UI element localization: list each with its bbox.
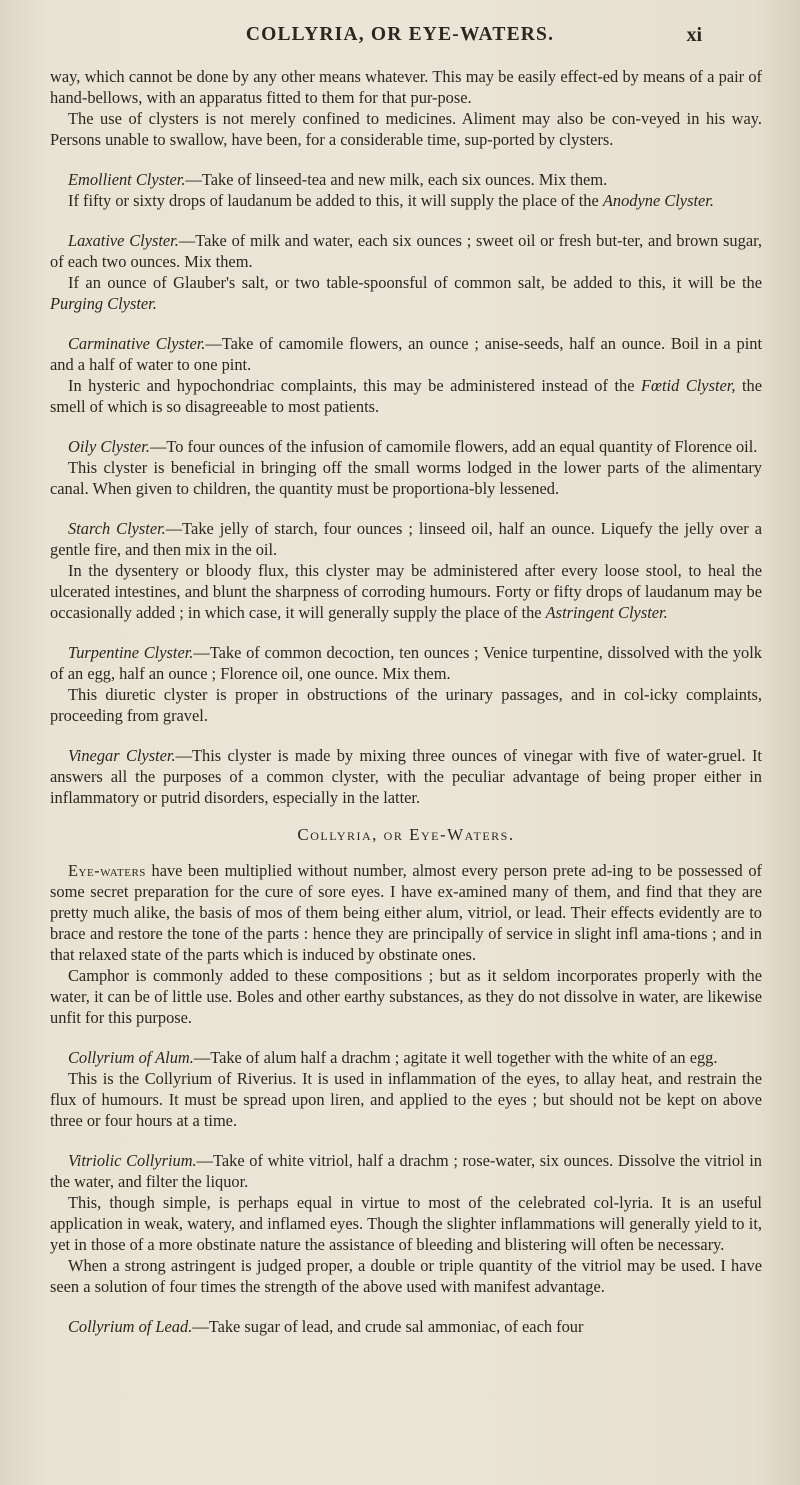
recipe-text: —Take of milk and water, each six ounces ; sweet oil or fresh but-ter, and brown sugar, of each two ounces. Mix them. [50, 231, 762, 271]
recipe-text: —Take of white vitriol, half a drachm ; rose-water, six ounces. Dissolve the vitriol in the water, and filter the liquor. [50, 1151, 762, 1191]
recipe-note: This, though simple, is perhaps equal in virtue to most of the celebrated col-lyria. It is an useful application in weak, watery, and inflamed eyes. Though the slighter inflammations will generally yield to it, yet in those of a more obstinate nature the assistance of bleeding and blistering will often be necessary. [50, 1193, 762, 1254]
recipe-note-tail: the smell of which is so disagreeable to most patients. [50, 376, 763, 416]
recipe-note: If fifty or sixty drops of laudanum be added to this, it will supply the place of the [68, 191, 603, 210]
recipe-note: This is the Collyrium of Riverius. It is used in inflammation of the eyes, to allay heat, and restrain the flux of humours. It must be spread upon liren, and applied to the eyes ; but should not be kept on above three or four hours at a time. [50, 1069, 762, 1130]
recipe-text: —This clyster is made by mixing three ounces of vinegar with five of water-gruel. It answers all the purposes of a common clyster, with the peculiar advantage of being proper either in inflammatory or putrid disorders, especially in the latter. [50, 746, 762, 807]
recipe-collyrium-alum [50, 1047, 762, 1131]
recipe-emollient-clyster [50, 169, 762, 211]
recipe-vinegar-clyster [50, 745, 762, 808]
recipe-note-emphasis: Astringent Clyster. [545, 603, 668, 622]
collyria-intro-text: have been multiplied without number, almost every person prete ad-ing to be possessed of some secret preparation for the cure of sore eyes. I have ex-amined many of them, and find that they are pretty much alike, the basis of mos of them being either alum, vitriol, or lead. Their effects evidently are to brace and restore the tone of the parts : hence they are principally of service in slight infl ama-tions ; and in that relaxed state of the parts which is induced by obstinate ones. [50, 861, 762, 964]
recipe-note: In hysteric and hypochondriac complaints, this may be administered instead of the [68, 376, 642, 395]
recipe-note-emphasis: Purging Clyster. [50, 294, 157, 313]
recipe-title: Laxative Clyster. [68, 231, 179, 250]
recipe-title: Vinegar Clyster. [68, 746, 176, 765]
running-title: COLLYRIA, OR EYE-WATERS. [245, 24, 555, 45]
recipe-collyrium-lead [50, 1316, 762, 1337]
recipe-text: —Take sugar of lead, and crude sal ammoniac, of each four [192, 1317, 584, 1336]
camphor-paragraph: Camphor is commonly added to these compositions ; but as it seldom incorporates properly with the water, it can be of little use. Boles and other earthy substances, as they do not dissolve in water, are likewise unfit for this purpose. [50, 966, 762, 1027]
recipe-note: When a strong astringent is judged proper, a double or triple quantity of the vitriol may be used. I have seen a solution of four times the strength of the above used with manifest advantage. [50, 1256, 762, 1296]
intro-paragraph-2: The use of clysters is not merely confined to medicines. Aliment may also be con-veyed in his way. Persons unable to swallow, have been, for a considerable time, sup-ported by clysters. [50, 109, 762, 149]
recipe-text: —Take jelly of starch, four ounces ; linseed oil, half an ounce. Liquefy the jelly over a gentle fire, and then mix in the oil. [50, 519, 762, 559]
recipe-vitriolic-collyrium [50, 1150, 762, 1297]
collyria-intro-lead: Eye-waters [68, 861, 146, 880]
collyria-intro [50, 860, 762, 965]
recipe-title: Starch Clyster. [68, 519, 166, 538]
page-header [0, 24, 800, 54]
intro-paragraph-1: way, which cannot be done by any other means whatever. This may be easily effect-ed by means of a pair of hand-bellows, with an apparatus fitted to them for that pur-pose. [50, 67, 762, 107]
recipe-title: Oily Clyster. [68, 437, 150, 456]
recipe-title: Collyrium of Lead. [68, 1317, 193, 1336]
recipe-text: —Take of linseed-tea and new milk, each six ounces. Mix them. [185, 170, 608, 189]
recipe-text: —Take of alum half a drachm ; agitate it well together with the white of an egg. [193, 1048, 718, 1067]
recipe-oily-clyster [50, 436, 762, 499]
page-body [50, 66, 762, 1337]
recipe-title: Collyrium of Alum. [68, 1048, 194, 1067]
recipe-laxative-clyster [50, 230, 762, 314]
page-number: xi [686, 24, 702, 46]
section-heading: Collyria, or Eye-Waters. [297, 825, 515, 844]
recipe-title: Carminative Clyster. [68, 334, 206, 353]
recipe-note: This diuretic clyster is proper in obstructions of the urinary passages, and in col-icky complaints, proceeding from gravel. [50, 685, 762, 725]
recipe-note: This clyster is beneficial in bringing off the small worms lodged in the lower parts of the alimentary canal. When given to children, the quantity must be proportiona-bly lessened. [50, 458, 762, 498]
recipe-title: Vitriolic Collyrium. [68, 1151, 197, 1170]
recipe-text: —Take of camomile flowers, an ounce ; anise-seeds, half an ounce. Boil in a pint and a half of water to one pint. [50, 334, 763, 374]
recipe-title: Emollient Clyster. [68, 170, 186, 189]
recipe-text: —Take of common decoction, ten ounces ; Venice turpentine, dissolved with the yolk of an egg, half an ounce ; Florence oil, one ounce. Mix them. [50, 643, 762, 683]
recipe-note: In the dysentery or bloody flux, this clyster may be administered after every loose stool, to heal the ulcerated intestines, and blunt the sharpness of corroding humours. Forty or fifty drops of laudanum may be occasionally added ; in which case, it will generally supply the place of the [50, 561, 762, 622]
recipe-note: If an ounce of Glauber's salt, or two table-spoonsful of common salt, be added to this, it will be the [68, 273, 762, 292]
recipe-text: —To four ounces of the infusion of camomile flowers, add an equal quantity of Florence oil. [149, 437, 758, 456]
recipe-note-emphasis: Fœtid Clyster, [641, 376, 736, 395]
recipe-starch-clyster [50, 518, 762, 623]
recipe-carminative-clyster [50, 333, 762, 417]
recipe-note-emphasis: Anodyne Clyster. [602, 191, 714, 210]
recipe-turpentine-clyster [50, 642, 762, 726]
recipe-title: Turpentine Clyster. [68, 643, 194, 662]
